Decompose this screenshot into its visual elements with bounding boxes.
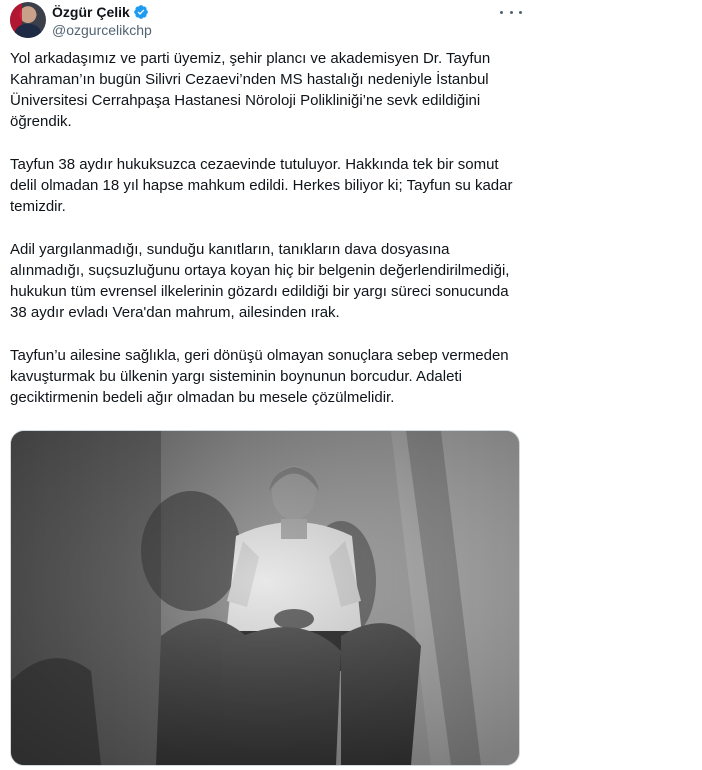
tweet-paragraph: Yol arkadaşımız ve parti üyemiz, şehir plancı ve akademisyen Dr. Tayfun Kahraman’ın bugün Silivri Cezaevi’nden MS hastalığı nedeniyle İstanbul Üniversitesi Cerrahpaşa Hastanesi Nöroloji Polikliniği’ne sevk edildiğini öğrendik. [10, 50, 491, 130]
tweet-photo[interactable] [10, 430, 520, 766]
tweet-paragraph: Tayfun’u ailesine sağlıkla, geri dönüşü olmayan sonuçlara sebep vermeden kavuşturmak bu ülkenin yargı sisteminin boynunun borcudur. Adaleti geciktirmenin bedeli ağır olmadan bu mesele çözülmelidir. [10, 347, 509, 406]
avatar[interactable] [10, 2, 46, 38]
author-name-row [52, 3, 149, 21]
author-display-name[interactable]: Özgür Çelik [52, 4, 130, 20]
tweet-text [10, 48, 522, 408]
verified-badge-icon[interactable] [133, 4, 149, 20]
tweet-paragraph: Adil yargılanmadığı, sunduğu kanıtların, tanıkların dava dosyasına alınmadığı, suçsuzluğunu ortaya koyan hiç bir belgenin değerlendirilmediği, hukukun tüm evrensel ilkelerinin gözardı edildiği bir yargı süreci sonucunda 38 aydır evladı Vera'dan mahrum, ailesinden ırak. [10, 241, 510, 321]
tweet-paragraph: Tayfun 38 aydır hukuksuzca cezaevinde tutuluyor. Hakkında tek bir somut delil olmadan 18 yıl hapse mahkum edildi. Herkes biliyor ki; Tayfun su kadar temizdir. [10, 156, 513, 215]
photo-cctv-image [11, 431, 519, 765]
avatar-shirt [14, 24, 42, 38]
more-horizontal-icon[interactable] [500, 4, 522, 20]
author-handle[interactable]: @ozgurcelikchp [52, 22, 152, 38]
